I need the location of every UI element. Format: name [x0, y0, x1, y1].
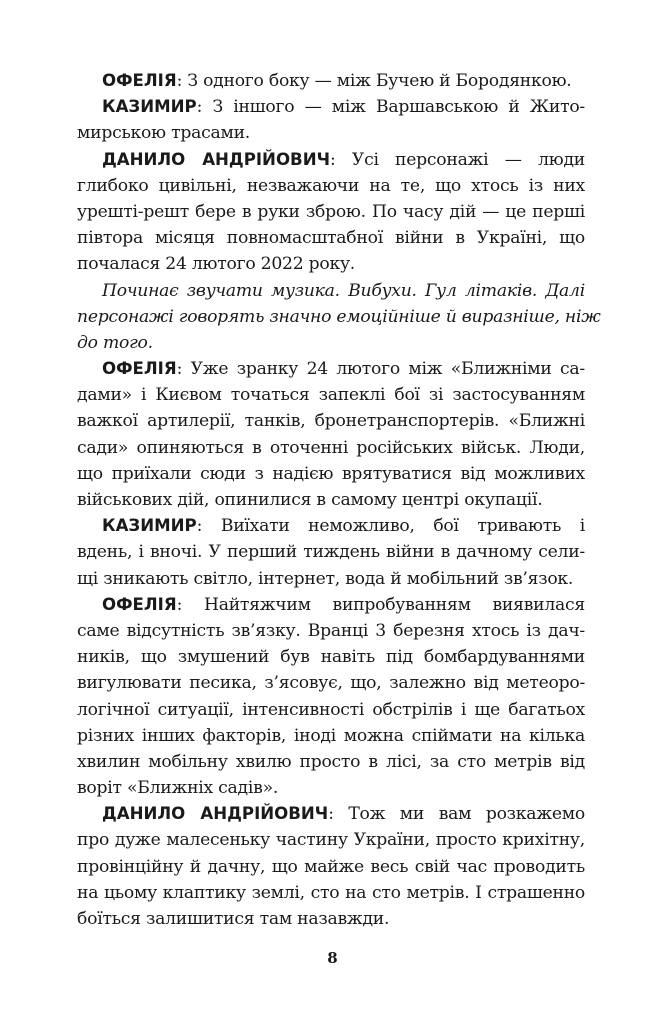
- text-line: урешті-решт бере в руки зброю. По часу дій — це перші: [77, 201, 585, 222]
- text-line: Починає звучати музика. Вибухи. Гул літаків. Далі: [102, 280, 585, 301]
- paragraph-kazymyr-1: [77, 94, 585, 146]
- paragraph-danylo-2: [77, 801, 585, 932]
- text-line: [77, 68, 585, 94]
- text-line: вигулювати песика, з’ясовує, що, залежно від метеоро-: [77, 673, 585, 694]
- text-line: [77, 147, 585, 173]
- speaker-name: ОФЕЛІЯ: [102, 359, 177, 379]
- dialogue-text: : Найтяжчим випробуванням виявилася: [176, 594, 585, 615]
- text-line: [77, 801, 585, 827]
- paragraph-danylo-1: [77, 147, 585, 278]
- dialogue-text: : Уже зранку 24 лютого між «Ближніми са-: [176, 359, 585, 380]
- text-line: провінційну й дачну, що майже весь свій час проводить: [77, 856, 585, 877]
- text-line: ників, що змушений був навіть під бомбардуваннями: [77, 647, 585, 668]
- text-line: сади» опиняються в оточенні російських військ. Люди,: [77, 437, 585, 458]
- speaker-name: ДАНИЛО АНДРІЙОВИЧ: [102, 804, 329, 824]
- text-line: персонажі говорять значно емоційніше й виразніше, ніж: [77, 306, 601, 327]
- text-line: військових дій, опинилися в самому центрі окупації.: [77, 490, 543, 510]
- speaker-name: КАЗИМИР: [102, 516, 197, 536]
- text-line: воріт «Ближніх садів».: [77, 778, 279, 799]
- text-line: глибоко цивільні, незважаючи на те, що хтось із них: [77, 175, 585, 196]
- speaker-name: ДАНИЛО АНДРІЙОВИЧ: [102, 149, 330, 169]
- text-line: що приїхали сюди з надією врятуватися від можливих: [77, 463, 585, 484]
- text-line: півтора місяця повномасштабної війни в Україні, що: [77, 228, 585, 249]
- text-line: до того.: [77, 332, 153, 353]
- page-text: [77, 68, 601, 932]
- text-line: щі зникають світло, інтернет, вода й мобільний зв’язок.: [77, 568, 574, 589]
- dialogue-text: : Усі персонажі — люди: [330, 149, 585, 170]
- text-line: мирською трасами.: [77, 123, 250, 144]
- text-line: хвилин мобільну хвилю просто в лісі, за сто метрів від: [77, 751, 585, 772]
- text-line: [77, 94, 585, 120]
- text-line: про дуже малесеньку частину України, просто крихітну,: [77, 830, 585, 851]
- dialogue-text: : Виїхати неможливо, бої тривають і: [196, 516, 585, 537]
- text-line: важкої артилерії, танків, бронетранспортерів. «Ближні: [77, 411, 585, 432]
- text-line: різних інших факторів, іноді можна спіймати на кілька: [77, 725, 585, 746]
- page-number: 8: [327, 949, 338, 967]
- text-line: [77, 356, 585, 382]
- text-line: [77, 513, 585, 539]
- paragraph-ofelia-1: [77, 68, 585, 94]
- text-line: боїться залишитися там назавжди.: [77, 909, 390, 929]
- dialogue-text: : З одного боку — між Бучею й Бородянкою.: [176, 71, 572, 91]
- dialogue-text: : З іншого — між Варшавською й Жито-: [196, 97, 585, 118]
- text-line: [77, 592, 585, 618]
- text-line: логічної ситуації, інтенсивності обстрілів і ще багатьох: [77, 699, 585, 720]
- text-line: почалася 24 лютого 2022 року.: [77, 254, 356, 275]
- dialogue-text: : Тож ми вам розкажемо: [328, 804, 585, 825]
- text-line: дами» і Києвом точаться запеклі бої зі застосуванням: [77, 385, 585, 406]
- paragraph-ofelia-3: [77, 592, 585, 802]
- speaker-name: ОФЕЛІЯ: [102, 71, 177, 90]
- speaker-name: КАЗИМИР: [102, 97, 197, 117]
- speaker-name: ОФЕЛІЯ: [102, 594, 177, 614]
- paragraph-kazymyr-2: [77, 513, 585, 592]
- text-line: на цьому клаптику землі, сто на сто метрів. І страшенно: [77, 882, 585, 903]
- paragraph-ofelia-2: [77, 356, 585, 513]
- stage-direction: [77, 278, 601, 357]
- text-line: вдень, і вночі. У перший тиждень війни в дачному сели-: [77, 542, 585, 563]
- text-line: саме відсутність зв’язку. Вранці 3 березня хтось із дач-: [77, 620, 585, 641]
